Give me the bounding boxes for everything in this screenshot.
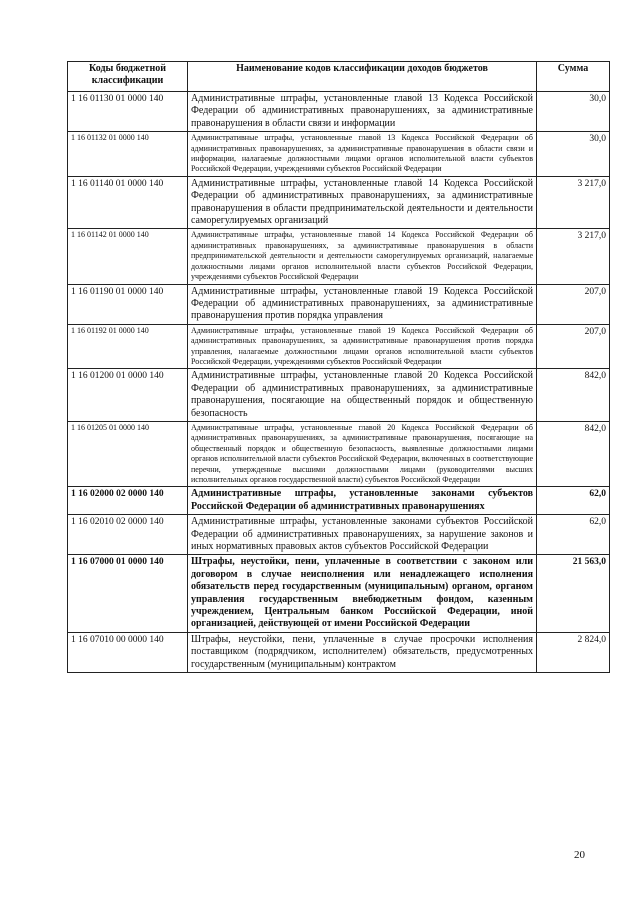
row-code: 1 16 01192 01 0000 140 <box>68 324 188 369</box>
budget-income-table <box>67 61 610 673</box>
row-sum: 207,0 <box>537 324 610 369</box>
table-row <box>68 369 610 422</box>
row-sum: 842,0 <box>537 421 610 486</box>
row-name: Административные штрафы, установленные главой 19 Кодекса Российской Федерации об административных правонарушениях, за административные правонарушения против порядка управления, налагаемые должностными лицами органов исполнительной власти субъектов Российской Федерации, учреждениями субъектов Российской Федерации <box>188 324 537 369</box>
row-code: 1 16 01190 01 0000 140 <box>68 284 188 324</box>
row-code: 1 16 02010 02 0000 140 <box>68 515 188 555</box>
row-code: 1 16 02000 02 0000 140 <box>68 487 188 515</box>
row-name: Административные штрафы, установленные главой 19 Кодекса Российской Федерации об административных правонарушениях, за административные правонарушения против порядка управления <box>188 284 537 324</box>
row-sum: 2 824,0 <box>537 632 610 672</box>
row-name: Административные штрафы, установленные главой 14 Кодекса Российской Федерации об административных правонарушениях, за административные правонарушения в области предпринимательской деятельности и деятельности саморегулируемых организаций <box>188 176 537 229</box>
table-row <box>68 515 610 555</box>
table-row <box>68 324 610 369</box>
table-row <box>68 176 610 229</box>
table-row <box>68 555 610 632</box>
row-name: Административные штрафы, установленные главой 14 Кодекса Российской Федерации об административных правонарушениях, за административные правонарушения в области предпринимательской деятельности и деятельности саморегулируемых организаций, налагаемые должностными лицами органов исполнительной власти субъектов Российской Федерации, учреждениями субъектов Российской Федерации <box>188 229 537 284</box>
row-name: Штрафы, неустойки, пени, уплаченные в случае просрочки исполнения поставщиком (подрядчиком, исполнителем) обязательств, предусмотренных государственным (муниципальным) контрактом <box>188 632 537 672</box>
row-code: 1 16 07010 00 0000 140 <box>68 632 188 672</box>
row-sum: 62,0 <box>537 515 610 555</box>
row-sum: 207,0 <box>537 284 610 324</box>
row-sum: 842,0 <box>537 369 610 422</box>
row-code: 1 16 07000 01 0000 140 <box>68 555 188 632</box>
header-codes: Коды бюджетной классификации <box>68 62 188 92</box>
row-code: 1 16 01205 01 0000 140 <box>68 421 188 486</box>
row-code: 1 16 01140 01 0000 140 <box>68 176 188 229</box>
table-row <box>68 229 610 284</box>
table-row <box>68 421 610 486</box>
page-number: 20 <box>574 849 585 861</box>
table-row <box>68 132 610 177</box>
row-code: 1 16 01130 01 0000 140 <box>68 92 188 132</box>
row-code: 1 16 01200 01 0000 140 <box>68 369 188 422</box>
row-sum: 3 217,0 <box>537 176 610 229</box>
row-name: Административные штрафы, установленные законами субъектов Российской Федерации об административных правонарушениях, за нарушение законов и иных нормативных правовых актов субъектов Российской Федерации <box>188 515 537 555</box>
row-sum: 21 563,0 <box>537 555 610 632</box>
row-sum: 62,0 <box>537 487 610 515</box>
row-name: Административные штрафы, установленные главой 20 Кодекса Российской Федерации об административных правонарушениях, за административные правонарушения, посягающие на общественный порядок и общественную безопасность <box>188 369 537 422</box>
table-row <box>68 92 610 132</box>
row-name: Административные штрафы, установленные законами субъектов Российской Федерации об административных правонарушениях <box>188 487 537 515</box>
header-name: Наименование кодов классификации доходов бюджетов <box>188 62 537 92</box>
table-row <box>68 284 610 324</box>
row-code: 1 16 01142 01 0000 140 <box>68 229 188 284</box>
row-name: Административные штрафы, установленные главой 13 Кодекса Российской Федерации об административных правонарушениях, за административные правонарушения в области связи и информации, налагаемые должностными лицами органов исполнительной власти субъектов Российской Федерации, учреждениями субъектов Российской Федерации <box>188 132 537 177</box>
row-sum: 30,0 <box>537 132 610 177</box>
table-header-row <box>68 62 610 92</box>
row-sum: 30,0 <box>537 92 610 132</box>
row-name: Штрафы, неустойки, пени, уплаченные в соответствии с законом или договором в случае неисполнения или ненадлежащего исполнения обязательств перед государственным (муниципальным) органом, органом управления государственным внебюджетным фондом, казенным учреждением, Центральным банком Российской Федерации, иной организацией, действующей от имени Российской Федерации <box>188 555 537 632</box>
table-row <box>68 487 610 515</box>
table-row <box>68 632 610 672</box>
row-sum: 3 217,0 <box>537 229 610 284</box>
row-name: Административные штрафы, установленные главой 20 Кодекса Российской Федерации об административных правонарушениях, за административные правонарушения, посягающие на общественный порядок и общественную безопасность, выявленные должностными лицами органов исполнительной власти субъектов Российской Федерации, включенных в соответствующие перечни, утвержденные высшими должностными лицами (руководителями высших исполнительных органов государственной власти) субъектов Российской Федерации <box>188 421 537 486</box>
row-code: 1 16 01132 01 0000 140 <box>68 132 188 177</box>
row-name: Административные штрафы, установленные главой 13 Кодекса Российской Федерации об административных правонарушениях, за административные правонарушения в области связи и информации <box>188 92 537 132</box>
header-sum: Сумма <box>537 62 610 92</box>
